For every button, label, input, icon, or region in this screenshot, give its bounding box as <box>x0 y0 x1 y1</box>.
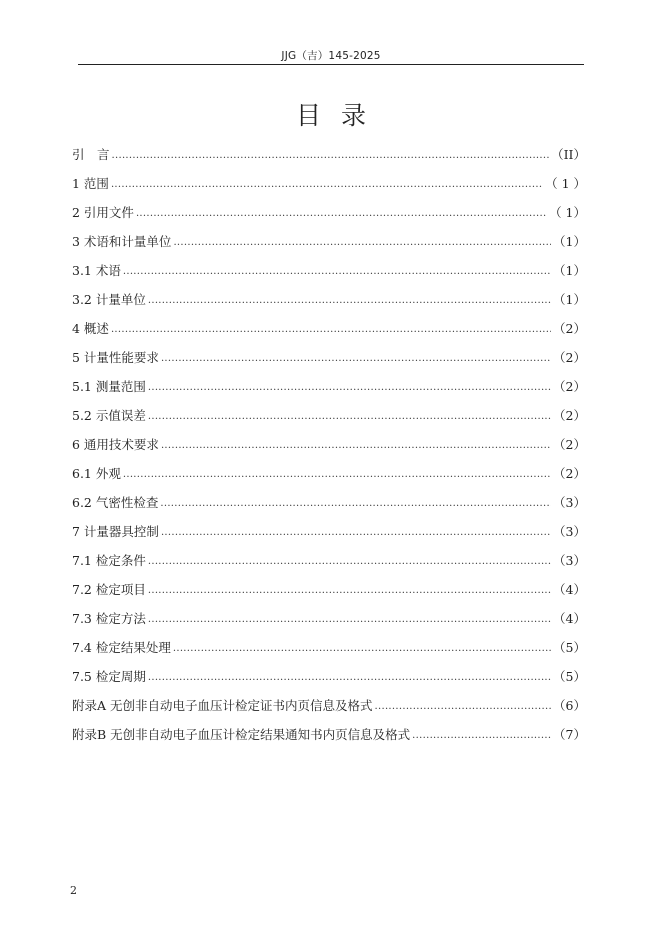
toc-entry-label: 6 通用技术要求 <box>72 437 159 452</box>
toc-entry-page: （1） <box>553 292 586 307</box>
toc-entry[interactable] <box>72 192 586 221</box>
toc-entry-label: 附录B 无创非自动电子血压计检定结果通知书内页信息及格式 <box>72 727 411 742</box>
toc-entry-page: （6） <box>553 698 586 713</box>
toc-entry[interactable] <box>72 685 586 714</box>
toc-entry[interactable] <box>72 656 586 685</box>
toc-entry-label: 6.1 外观 <box>72 466 121 481</box>
toc-entry[interactable] <box>72 250 586 279</box>
header-rule <box>78 64 584 65</box>
toc-leader-dots <box>148 586 551 598</box>
toc-leader-dots <box>375 702 552 714</box>
toc-entry[interactable] <box>72 453 586 482</box>
toc-entry-page: （ 1 ） <box>545 176 586 191</box>
toc-entry-label: 7 计量器具控制 <box>72 524 159 539</box>
toc-entry-page: （II） <box>551 147 586 162</box>
toc-entry-page: （2） <box>553 437 586 452</box>
toc-leader-dots <box>123 267 551 279</box>
toc-entry-page: （ 1） <box>549 205 586 220</box>
toc-leader-dots <box>148 412 551 424</box>
toc-entry-page: （3） <box>553 495 586 510</box>
toc-entry[interactable] <box>72 511 586 540</box>
toc-entry-label: 7.2 检定项目 <box>72 582 146 597</box>
toc-entry-label: 引 言 <box>72 147 110 162</box>
toc-entry[interactable] <box>72 221 586 250</box>
toc-entry-label: 附录A 无创非自动电子血压计检定证书内页信息及格式 <box>72 698 373 713</box>
toc-entry-page: （2） <box>553 321 586 336</box>
toc-entry[interactable] <box>72 540 586 569</box>
toc-leader-dots <box>173 238 551 250</box>
toc-entry-page: （4） <box>553 582 586 597</box>
toc-entry[interactable] <box>72 366 586 395</box>
toc-entry[interactable] <box>72 163 586 192</box>
toc-entry-page: （2） <box>553 379 586 394</box>
toc-leader-dots <box>136 209 547 221</box>
toc-entry[interactable] <box>72 395 586 424</box>
toc-entry[interactable] <box>72 482 586 511</box>
page-number: 2 <box>70 884 77 897</box>
toc-leader-dots <box>160 499 551 511</box>
toc-entry-page: （4） <box>553 611 586 626</box>
toc-entry[interactable] <box>72 337 586 366</box>
toc-entry-page: （5） <box>553 669 586 684</box>
toc-leader-dots <box>111 180 543 192</box>
toc-entry-page: （3） <box>553 553 586 568</box>
toc-entry-label: 6.2 气密性检查 <box>72 495 159 510</box>
toc-leader-dots <box>161 441 551 453</box>
toc-entry-label: 7.1 检定条件 <box>72 553 146 568</box>
toc-entry[interactable] <box>72 627 586 656</box>
toc-leader-dots <box>148 615 551 627</box>
toc-entry-label: 5 计量性能要求 <box>72 350 159 365</box>
toc-entry-label: 4 概述 <box>72 321 109 336</box>
toc-entry-label: 3.1 术语 <box>72 263 121 278</box>
toc-entry-label: 7.4 检定结果处理 <box>72 640 171 655</box>
toc-entry-label: 7.3 检定方法 <box>72 611 146 626</box>
toc-entry[interactable] <box>72 569 586 598</box>
toc-title: 目录 <box>295 101 386 130</box>
toc-leader-dots <box>148 673 551 685</box>
toc-entry[interactable] <box>72 424 586 453</box>
toc-entry-page: （3） <box>553 524 586 539</box>
toc-entry[interactable] <box>72 134 586 163</box>
toc-entry-label: 3 术语和计量单位 <box>72 234 172 249</box>
toc-leader-dots <box>161 354 551 366</box>
toc-entry-label: 1 范围 <box>72 176 109 191</box>
running-header: JJG（吉）145-2025 <box>281 50 381 62</box>
toc-leader-dots <box>123 470 551 482</box>
toc-leader-dots <box>161 528 551 540</box>
toc-entry[interactable] <box>72 598 586 627</box>
toc-entry-page: （5） <box>553 640 586 655</box>
toc-leader-dots <box>412 731 551 743</box>
toc-entry-page: （2） <box>553 466 586 481</box>
toc-leader-dots <box>111 325 551 337</box>
toc-entry[interactable] <box>72 714 586 743</box>
toc-entry-label: 5.1 测量范围 <box>72 379 146 394</box>
toc-leader-dots <box>112 151 550 163</box>
toc-entry-label: 7.5 检定周期 <box>72 669 146 684</box>
toc-entry-label: 5.2 示值误差 <box>72 408 146 423</box>
toc-leader-dots <box>173 644 551 656</box>
toc-entry-page: （2） <box>553 350 586 365</box>
toc-entry-page: （2） <box>553 408 586 423</box>
toc-leader-dots <box>148 383 551 395</box>
toc-leader-dots <box>148 296 551 308</box>
toc-entry-page: （1） <box>553 234 586 249</box>
toc-entry-page: （7） <box>553 727 586 742</box>
toc-entry-label: 3.2 计量单位 <box>72 292 146 307</box>
toc-entry-page: （1） <box>553 263 586 278</box>
toc-leader-dots <box>148 557 551 569</box>
table-of-contents <box>72 134 586 743</box>
toc-entry[interactable] <box>72 308 586 337</box>
toc-entry-label: 2 引用文件 <box>72 205 134 220</box>
toc-entry[interactable] <box>72 279 586 308</box>
